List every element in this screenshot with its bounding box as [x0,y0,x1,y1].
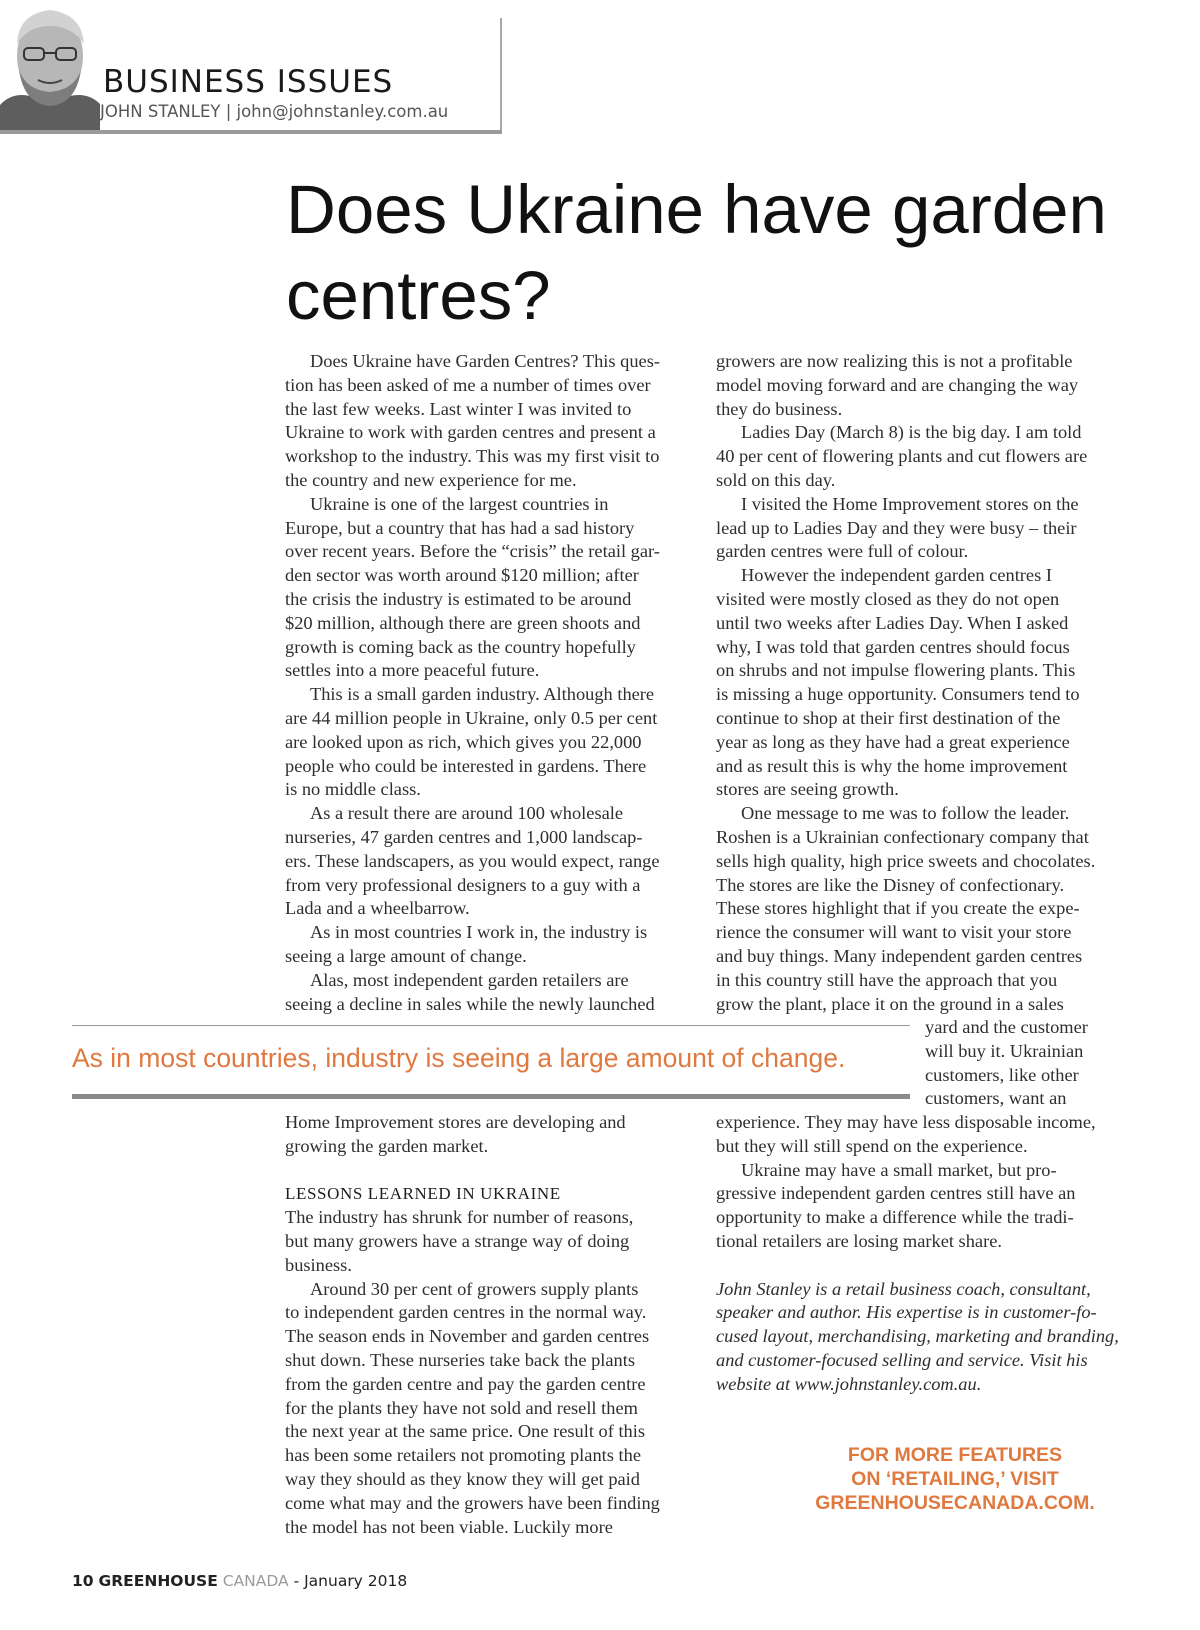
text-line: Ukraine to work with garden centres and present a [285,422,656,443]
text-line: the last few weeks. Last winter I was invited to [285,398,632,419]
section-title: BUSINESS ISSUES [103,64,394,100]
text-line: settles into a more peaceful future. [285,660,540,681]
text-line: opportunity to make a difference while the tradi- [716,1207,1074,1228]
text-line: the model has not been viable. Luckily more [285,1516,613,1537]
text-line: the next year at the same price. One result of this [285,1421,646,1442]
pull-quote-rule-top [72,1025,910,1026]
text-line: are 44 million people in Ukraine, only 0.5 per cent [285,707,658,728]
text-line: garden centres were full of colour. [716,541,969,562]
text-line: experience. They may have less disposable income, [716,1112,1096,1132]
magazine-brand: GREENHOUSE [98,1572,218,1590]
text-line: lead up to Ladies Day and they were busy – their [716,517,1077,538]
text-line: John Stanley is a retail business coach, consultant, [716,1278,1091,1299]
section-subhead: LESSONS LEARNED IN UKRAINE [285,1184,561,1204]
text-line: grow the plant, place it on the ground in a sales [716,993,1064,1014]
body-paragraph [716,564,1136,802]
promo-callout[interactable] [760,1443,1150,1515]
issue-date: - January 2018 [293,1572,408,1590]
body-paragraph [285,921,697,969]
text-line: speaker and author. His expertise is in customer-fo- [716,1302,1097,1323]
text-line: Europe, but a country that has had a sad history [285,517,635,538]
text-line: for the plants they have not sold and resell them [285,1397,638,1418]
body-paragraph [716,421,1136,492]
text-line: As in most countries I work in, the industry is [310,922,648,943]
promo-line: ON ‘RETAILING,’ VISIT [851,1468,1059,1490]
text-line: why, I was told that garden centres should focus [716,636,1070,657]
text-line: One message to me was to follow the leader. [741,803,1070,824]
text-line: and customer-focused selling and service. Visit his [716,1349,1088,1370]
article-column-2-top [716,350,1136,1016]
text-line: rience the consumer will want to visit your store [716,922,1072,943]
body-paragraph [716,802,1136,1016]
body-paragraph [285,1206,697,1277]
text-line: to independent garden centres in the normal way. [285,1302,647,1323]
text-line: Home Improvement stores are developing and [285,1112,626,1132]
text-line: Does Ukraine have Garden Centres? This ques- [310,351,660,371]
text-line: The stores are like the Disney of confectionary. [716,874,1065,895]
article-column-2-wrap [925,1016,1135,1111]
text-line: nurseries, 47 garden centres and 1,000 landscap- [285,826,643,847]
page-footer [72,1572,407,1590]
author-byline: JOHN STANLEY | john@johnstanley.com.au [100,102,449,121]
text-line: but many growers have a strange way of doing [285,1230,630,1251]
text-line: customers, want an [925,1088,1067,1109]
text-line: model moving forward and are changing the way [716,374,1079,395]
text-line: shut down. These nurseries take back the plants [285,1349,636,1370]
text-line: but they will still spend on the experience. [716,1135,1028,1156]
text-line: cused layout, merchandising, marketing and branding, [716,1326,1119,1347]
text-line: Around 30 per cent of growers supply plants [310,1278,639,1299]
body-paragraph [285,969,697,1017]
article-headline: Does Ukraine have garden centres? [286,171,1107,334]
body-paragraph [716,350,1136,421]
text-line: Alas, most independent garden retailers are [310,969,629,990]
text-line: visited were mostly closed as they do not open [716,588,1060,609]
text-line: workshop to the industry. This was my first visit to [285,446,660,467]
text-line: growers are now realizing this is not a profitable [716,351,1073,371]
text-line: from the garden centre and pay the garden centre [285,1373,646,1394]
text-line: are looked upon as rich, which gives you 22,000 [285,731,642,752]
text-line: Roshen is a Ukrainian confectionary company that [716,826,1089,847]
text-line: come what may and the growers have been finding [285,1492,660,1513]
body-paragraph [285,683,697,802]
text-line: $20 million, although there are green shoots and [285,612,641,633]
text-line: website at www.johnstanley.com.au. [716,1373,982,1394]
header-rule-vertical [500,18,502,132]
text-line: the crisis the industry is estimated to be around [285,588,632,609]
text-line: business. [285,1254,352,1275]
text-line: and buy things. Many independent garden centres [716,945,1083,966]
text-line: growing the garden market. [285,1135,489,1156]
text-line: over recent years. Before the “crisis” the retail gar- [285,541,660,562]
text-line: is no middle class. [285,779,421,800]
text-line: Ukraine may have a small market, but pro- [741,1159,1057,1180]
text-line: ers. These landscapers, as you would expect, range [285,850,660,871]
text-line: growth is coming back as the country hopefully [285,636,636,657]
pull-quote-rule-bottom [72,1094,910,1099]
text-line: Ladies Day (March 8) is the big day. I am told [741,422,1082,443]
text-line: These stores highlight that if you create the expe- [716,898,1080,919]
text-line: on shrubs and not impulse flowering plants. This [716,660,1076,681]
text-line: seeing a large amount of change. [285,945,527,966]
text-line: sells high quality, high price sweets and chocolates. [716,850,1096,871]
pull-quote: As in most countries, industry is seeing a large amount of change. [72,1043,846,1073]
text-line: they do business. [716,398,843,419]
text-line: sold on this day. [716,469,836,490]
article-column-1-top [285,350,697,1016]
promo-link[interactable]: GREENHOUSECANADA.COM. [815,1492,1095,1514]
text-line: year as long as they have had a great experience [716,731,1070,752]
text-line: in this country still have the approach that you [716,969,1058,990]
text-line: The industry has shrunk for number of reasons, [285,1207,634,1228]
text-line: customers, like other [925,1064,1079,1085]
text-line: However the independent garden centres I [741,565,1052,586]
text-line: continue to shop at their first destination of the [716,707,1061,728]
text-line: until two weeks after Ladies Day. When I asked [716,612,1069,633]
page-number: 10 [72,1572,94,1590]
text-line: den sector was worth around $120 million; after [285,565,639,586]
body-paragraph [285,802,697,921]
text-line: is missing a huge opportunity. Consumers tend to [716,684,1080,705]
text-line: seeing a decline in sales while the newly launched [285,993,655,1014]
text-line: tional retailers are losing market share. [716,1230,1002,1251]
text-line: and as result this is why the home improvement [716,755,1068,776]
text-line: way they should as they know they will get paid [285,1468,640,1489]
text-line: yard and the customer [925,1017,1088,1037]
text-line: stores are seeing growth. [716,779,899,800]
text-line: Lada and a wheelbarrow. [285,898,470,919]
body-paragraph-continued [716,1111,1136,1159]
text-line: As a result there are around 100 wholesale [310,803,624,824]
text-line: 40 per cent of flowering plants and cut flowers are [716,446,1088,467]
article-column-2-bottom [716,1111,1136,1397]
article-column-1-bottom [285,1111,697,1539]
text-line: The season ends in November and garden centres [285,1326,650,1347]
text-line: I visited the Home Improvement stores on the [741,493,1079,514]
text-line: has been some retailers not promoting plants the [285,1445,641,1466]
body-paragraph [285,1278,697,1540]
body-paragraph [285,493,697,683]
header-rule-horizontal [0,130,502,134]
body-paragraph-continued [285,1111,697,1159]
author-photo [0,0,100,134]
text-line: the country and new experience for me. [285,469,577,490]
body-paragraph-continued [925,1016,1135,1111]
text-line: Ukraine is one of the largest countries in [310,493,609,514]
magazine-brand-secondary: CANADA [222,1572,289,1590]
body-paragraph [285,350,697,493]
promo-line: FOR MORE FEATURES [847,1444,1063,1466]
text-line: gressive independent garden centres still have an [716,1183,1076,1204]
body-paragraph [716,493,1136,564]
text-line: will buy it. Ukrainian [925,1040,1084,1061]
text-line: This is a small garden industry. Although there [310,684,655,705]
text-line: people who could be interested in gardens. There [285,755,647,776]
text-line: tion has been asked of me a number of times over [285,374,651,395]
author-bio [716,1278,1136,1397]
body-paragraph [716,1159,1136,1254]
text-line: from very professional designers to a guy with a [285,874,641,895]
